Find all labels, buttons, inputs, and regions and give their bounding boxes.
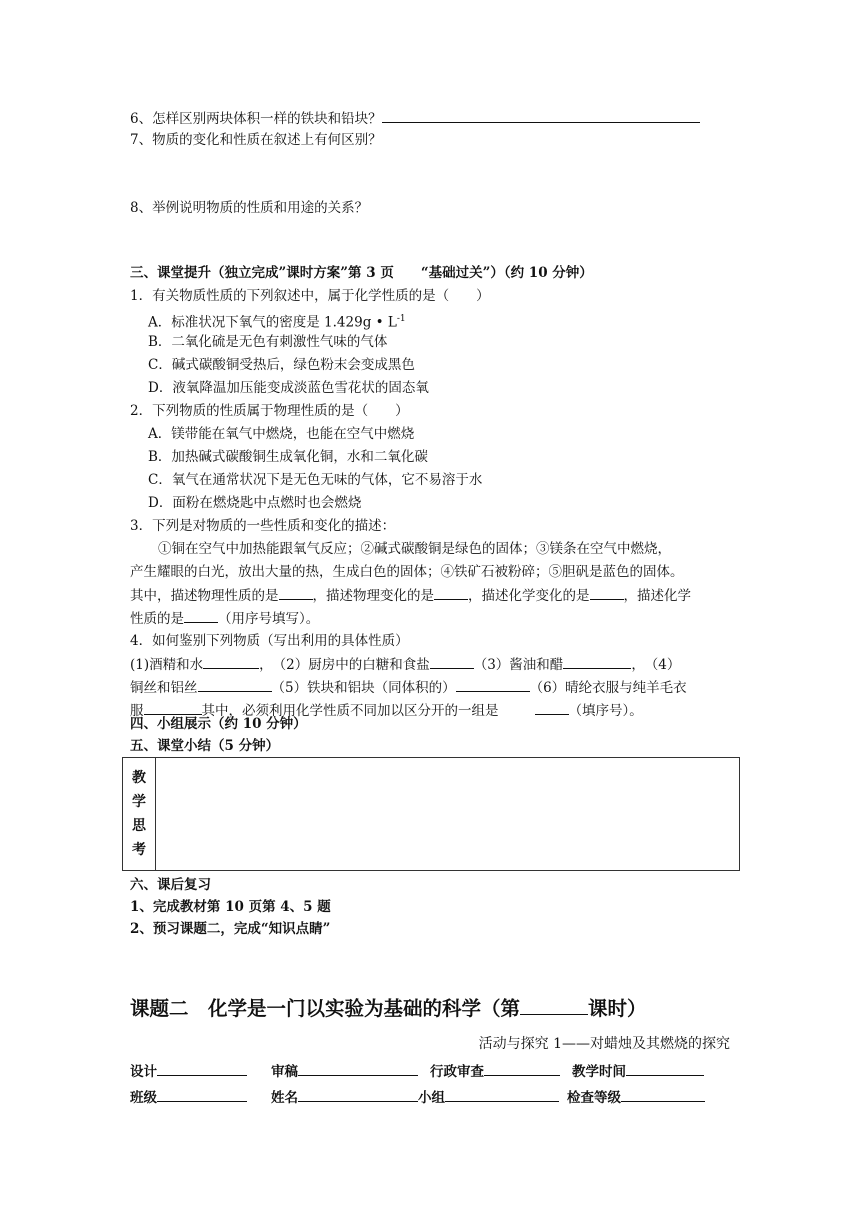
field-admin-review-blank[interactable]	[484, 1061, 560, 1076]
q3-chemical-change-label: ，描述化学变化的是	[468, 588, 590, 604]
field-teaching-time-blank[interactable]	[626, 1061, 704, 1076]
q4-item-6-text: 服	[130, 703, 144, 719]
label-char: 学	[132, 794, 146, 810]
q3-instruction: （用序号填写）。	[218, 611, 320, 627]
q4-item-3: （3）酱油和醋	[473, 657, 564, 673]
q4-blank-7[interactable]	[535, 700, 569, 715]
field-teaching-time-label: 教学时间	[572, 1064, 626, 1080]
q1-option-a-sup: -1	[396, 314, 406, 324]
q4-item-4: ， （4）	[631, 657, 681, 673]
lesson-title-prefix: 课题二 化学是一门以实验为基础的科学（第	[130, 997, 521, 1020]
q4-item-2: ， （2）厨房中的白糖和食盐	[259, 657, 430, 673]
homework-item-2: 2、预习课题二，完成“知识点睛”	[130, 921, 331, 937]
label-char: 教	[132, 770, 146, 786]
lesson-subtitle: 活动与探究 1——对蜡烛及其燃烧的探究	[478, 1036, 730, 1052]
field-review-label: 审稿	[271, 1064, 298, 1080]
q4-blank-3[interactable]	[563, 654, 631, 669]
q2-option-d: D．面粉在燃烧匙中点燃时也会燃烧	[148, 495, 362, 511]
field-group-label: 小组	[418, 1090, 445, 1106]
q1-option-b: B．二氧化硫是无色有刺激性气味的气体	[148, 334, 388, 350]
answer-blank[interactable]	[382, 108, 700, 123]
q3-blank-2[interactable]	[434, 585, 468, 600]
field-check-grade-blank[interactable]	[621, 1087, 705, 1102]
q3-blank-4[interactable]	[184, 608, 218, 623]
field-review-blank[interactable]	[298, 1061, 418, 1076]
q4-stem: 4．如何鉴别下列物质（写出利用的具体性质）	[130, 633, 409, 649]
lesson-number-blank[interactable]	[520, 996, 588, 1015]
lesson-title	[130, 993, 647, 1021]
field-design-blank[interactable]	[157, 1061, 247, 1076]
section-5-heading: 五、课堂小结（5 分钟）	[130, 738, 280, 754]
q4-item-6: （6）晴纶衣服与纯羊毛衣	[529, 680, 687, 696]
q4-blank-6[interactable]	[144, 700, 202, 715]
q2-stem: 2．下列物质的性质属于物理性质的是（ ）	[130, 403, 409, 419]
q4-instruction: （填序号）。	[568, 703, 643, 719]
lesson-title-suffix: 课时）	[588, 997, 647, 1020]
section-6-heading: 六、课后复习	[130, 877, 211, 893]
field-check-grade-label: 检查等级	[567, 1090, 621, 1106]
field-admin-review-label: 行政审查	[430, 1064, 484, 1080]
q3-physical-change-label: ，描述物理变化的是	[312, 588, 434, 604]
q4-blank-5[interactable]	[456, 677, 530, 692]
q4-blank-4[interactable]	[198, 677, 272, 692]
q3-line-2: 产生耀眼的白光，放出大量的热，生成白色的固体；④铁矿石被粉碎；⑤胆矾是蓝色的固体。	[130, 564, 684, 580]
section-4-heading: 四、小组展示（约 10 分钟）	[130, 716, 307, 732]
q1-option-c: C．碱式碳酸铜受热后，绿色粉末会变成黑色	[148, 357, 415, 373]
q3-line-3	[130, 585, 691, 606]
q4-item-5: （5）铁块和铝块（同体积的）	[271, 680, 456, 696]
q2-option-c: C．氧气在通常状况下是无色无味的气体，它不易溶于水	[148, 472, 483, 488]
q3-line-1: ①铜在空气中加热能跟氧气反应；②碱式碳酸铜是绿色的固体；③镁条在空气中燃烧，	[158, 541, 671, 557]
homework-item-1: 1、完成教材第 10 页第 4、5 题	[130, 899, 331, 915]
q4-blank-1[interactable]	[203, 654, 259, 669]
q2-option-b: B．加热碱式碳酸铜生成氧化铜，水和二氧化碳	[148, 449, 428, 465]
q2-option-a: A．镁带能在氧气中燃烧，也能在空气中燃烧	[148, 426, 415, 442]
q1-option-a-text: A．标准状况下氧气的密度是 1.429g • L	[148, 314, 397, 331]
label-char: 考	[132, 842, 146, 858]
question-6	[130, 108, 700, 129]
fields-row-1	[130, 1060, 704, 1080]
q3-blank-1[interactable]	[279, 585, 313, 600]
q3-chemical-label: ，描述化学	[623, 588, 691, 604]
field-name-blank[interactable]	[298, 1087, 418, 1102]
field-class-blank[interactable]	[157, 1087, 247, 1102]
field-group-blank[interactable]	[445, 1087, 559, 1102]
teaching-reflection-label	[123, 758, 156, 870]
question-7: 7、物质的变化和性质在叙述上有何区别？	[130, 132, 382, 148]
q3-blank-3[interactable]	[590, 585, 624, 600]
q4-blank-2[interactable]	[430, 654, 474, 669]
q4-line-2	[130, 677, 687, 698]
field-name-label: 姓名	[271, 1090, 298, 1106]
q1-option-a	[148, 309, 406, 333]
q4-item-4-text: 铜丝和铝丝	[130, 680, 198, 696]
fields-row-2	[130, 1086, 705, 1106]
q3-physical-property-label: 其中，描述物理性质的是	[130, 588, 279, 604]
q4-item-1: (1)酒精和水	[130, 657, 204, 673]
q4-line-1	[130, 654, 680, 675]
section-3-heading: 三、课堂提升（独立完成”课时方案”第 3 页 “基础过关”）（约 10 分钟）	[130, 265, 593, 281]
q3-line-4	[130, 608, 319, 629]
q4-question: 其中，必须利用化学性质不同加以区分开的一组是	[201, 703, 499, 719]
teaching-reflection-box[interactable]	[122, 757, 740, 871]
q3-chemical-property-label: 性质的是	[130, 611, 184, 627]
q1-option-d: D．液氧降温加压能变成淡蓝色雪花状的固态氧	[148, 380, 429, 396]
field-class-label: 班级	[130, 1090, 157, 1106]
question-8: 8、举例说明物质的性质和用途的关系？	[130, 200, 369, 216]
label-char: 思	[132, 818, 146, 834]
field-design-label: 设计	[130, 1064, 157, 1080]
question-6-text: 6、怎样区别两块体积一样的铁块和铅块？	[130, 111, 382, 127]
q3-stem: 3．下列是对物质的一些性质和变化的描述：	[130, 518, 396, 534]
q1-stem: 1．有关物质性质的下列叙述中，属于化学性质的是（ ）	[130, 288, 490, 304]
